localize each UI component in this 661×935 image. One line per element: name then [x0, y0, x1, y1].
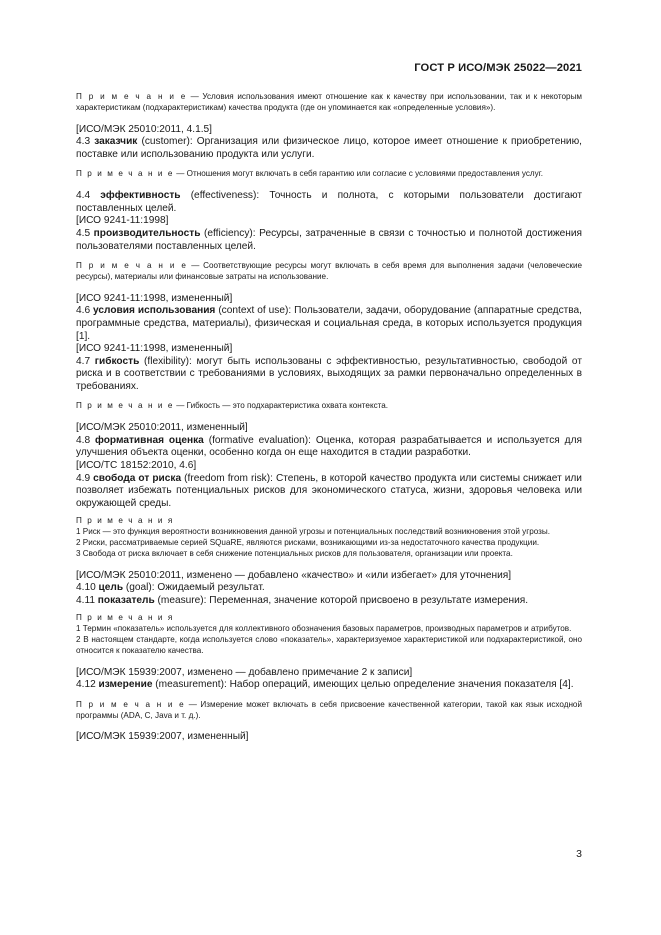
term-name: цель [98, 582, 124, 594]
note-5-1: 1 Риск — это функция вероятности возникновения данной угрозы и потенциальных последствий возникновения этой угрозы. [76, 527, 550, 537]
term-definition: (context of use): Пользователи, задачи, оборудование (аппаратные средства, программные средства, материалы), физическая и социальная среда, в которых используется продукция [1]. [76, 305, 582, 342]
term-4-4: 4.4 эффективность (effectiveness): Точность и полнота, с которыми пользователи достигают поставленных целей. [76, 190, 582, 214]
note-6-2: 2 В настоящем стандарте, когда используется слово «показатель», характеризуемое характеристикой или подхарактеристикой, оно относится к показателю качества. [76, 635, 582, 655]
note-2 [76, 169, 582, 180]
reference-6: [ИСО/ТС 18152:2010, 4.6] [76, 460, 197, 472]
term-name: условия использования [93, 305, 216, 317]
note-text: — Соответствующие ресурсы могут включать в себя время для выполнения задачи (человеческие ресурсы), материалы или финансовые затраты на использование. [76, 261, 582, 281]
note-label: П р и м е ч а н и е [76, 699, 186, 709]
reference-2: [ИСО 9241-11:1998] [76, 215, 169, 227]
term-4-7: 4.7 гибкость (flexibility): могут быть использованы с эффективностью, результативностью, свободой от риска и в соответствии с требованиями в условиях, выходящих за рамки первоначально определенных в требованиях. [76, 355, 582, 392]
note-5-2: 2 Риски, рассматриваемые серией SQuaRE, являются рисками, возникающими из-за недостаточного качества продукции. [76, 538, 540, 548]
term-definition: (measure): Переменная, значение которой присвоено в результате измерения. [157, 594, 529, 606]
term-definition: (efficiency): Ресурсы, затраченные в связи с точностью и полнотой достижения пользователями поставленных целей. [76, 227, 582, 252]
term-4-5: 4.5 производительность (efficiency): Ресурсы, затраченные в связи с точностью и полнотой достижения пользователями поставленных целей. [76, 227, 582, 252]
term-definition: (freedom from risk): Степень, в которой качество продукта или системы снижает или позволяет избежать потенциальных рисков для экономического статуса, жизни, здоровья человека или окружающей среды. [76, 472, 582, 509]
term-definition: (measurement): Набор операций, имеющих целью определение значения показателя [4]. [155, 679, 574, 691]
term-definition: (effectiveness): Точность и полнота, с которыми пользователи достигают поставленных целей. [76, 190, 582, 214]
note-3 [76, 261, 582, 283]
term-name: гибкость [94, 355, 140, 367]
reference-4: [ИСО 9241-11:1998, измененный] [76, 343, 233, 355]
term-4-10: 4.10 цель (goal): Ожидаемый результат. [76, 582, 265, 594]
note-1 [76, 92, 582, 114]
notes-label-1: П р и м е ч а н и я [76, 516, 174, 526]
term-definition: (customer): Организация или физическое лицо, которое имеет отношение к приобретению, поставке или использованию продукта или услуги. [76, 136, 582, 160]
reference-1: [ИСО/МЭК 25010:2011, 4.1.5] [76, 123, 212, 135]
document-body [76, 92, 582, 744]
notes-label-2: П р и м е ч а н и я [76, 613, 174, 623]
term-name: формативная оценка [95, 434, 204, 446]
term-4-12: 4.12 измерение (measurement): Набор операций, имеющих целью определение значения показателя [4]. [76, 679, 574, 691]
term-4-6: 4.6 условия использования (context of use): Пользователи, задачи, оборудование (аппаратные средства, программные средства, материалы), физическая и социальная среда, в которых используется продукция [1]. [76, 305, 582, 342]
term-definition: (formative evaluation): Оценка, которая разрабатывается и используется для улучшения объекта оценки, особенно когда он еще находится в стадии разработки. [76, 434, 582, 459]
note-text: — Условия использования имеют отношение как к качеству при использовании, так и к некоторым характеристикам (подхарактеристикам) качества продукта (где он упоминается как «определенные условия»). [76, 92, 582, 112]
term-4-11: 4.11 показатель (measure): Переменная, значение которой присвоено в результате измерения. [76, 594, 529, 606]
note-text: — Гибкость — это подхарактеристика охвата контекста. [176, 401, 389, 411]
reference-9: [ИСО/МЭК 15939:2007, измененный] [76, 731, 249, 743]
term-4-9: 4.9 свобода от риска (freedom from risk): Степень, в которой качество продукта или системы снижает или позволяет избежать потенциальных рисков для экономического статуса, жизни, здоровья человека или окружающей среды. [76, 472, 582, 509]
reference-7: [ИСО/МЭК 25010:2011, изменено — добавлено «качество» и «или избегает» для уточнения] [76, 569, 512, 581]
note-5-3: 3 Свобода от риска включает в себя снижение потенциальных рисков для пользователя, организации или проекта. [76, 548, 513, 558]
reference-5: [ИСО/МЭК 25010:2011, измененный] [76, 422, 248, 434]
term-name: эффективность [100, 190, 181, 202]
term-name: показатель [97, 594, 155, 606]
note-4 [76, 401, 582, 412]
term-definition: (goal): Ожидаемый результат. [125, 582, 265, 594]
note-7 [76, 700, 582, 722]
note-label: П р и м е ч а н и е [76, 169, 175, 179]
note-text: — Измерение может включать в себя присвоение качественной категории, такой как язык исходной программы (ADA, C, Java и т. д.). [76, 699, 582, 720]
document-header: ГОСТ Р ИСО/МЭК 25022—2021 [414, 62, 582, 74]
reference-3: [ИСО 9241-11:1998, измененный] [76, 292, 233, 304]
note-label: П р и м е ч а н и е [76, 261, 188, 271]
note-label: П р и м е ч а н и е [76, 92, 187, 101]
term-4-3: 4.3 заказчик (customer): Организация или физическое лицо, которое имеет отношение к приобретению, поставке или использованию продукта или услуги. [76, 136, 582, 160]
term-name: измерение [98, 679, 153, 691]
note-label: П р и м е ч а н и е [76, 401, 175, 411]
term-name: свобода от риска [93, 472, 182, 484]
term-name: производительность [93, 227, 201, 239]
page-number: 3 [576, 848, 582, 860]
term-definition: (flexibility): могут быть использованы с эффективностью, результативностью, свободой от риска и в соответствии с требованиями в условиях, выходящих за рамки первоначально определенных в требованиях. [76, 355, 582, 392]
note-text: — Отношения могут включать в себя гарантию или согласие с условиями предоставления услуг. [176, 169, 543, 179]
term-name: заказчик [94, 136, 138, 148]
term-4-8: 4.8 формативная оценка (formative evaluation): Оценка, которая разрабатывается и используется для улучшения объекта оценки, особенно когда он еще находится в стадии разработки. [76, 434, 582, 459]
reference-8: [ИСО/МЭК 15939:2007, изменено — добавлено примечание 2 к записи] [76, 666, 413, 678]
note-6-1: 1 Термин «показатель» используется для коллективного обозначения базовых параметров, производных параметров и атрибутов. [76, 624, 572, 634]
